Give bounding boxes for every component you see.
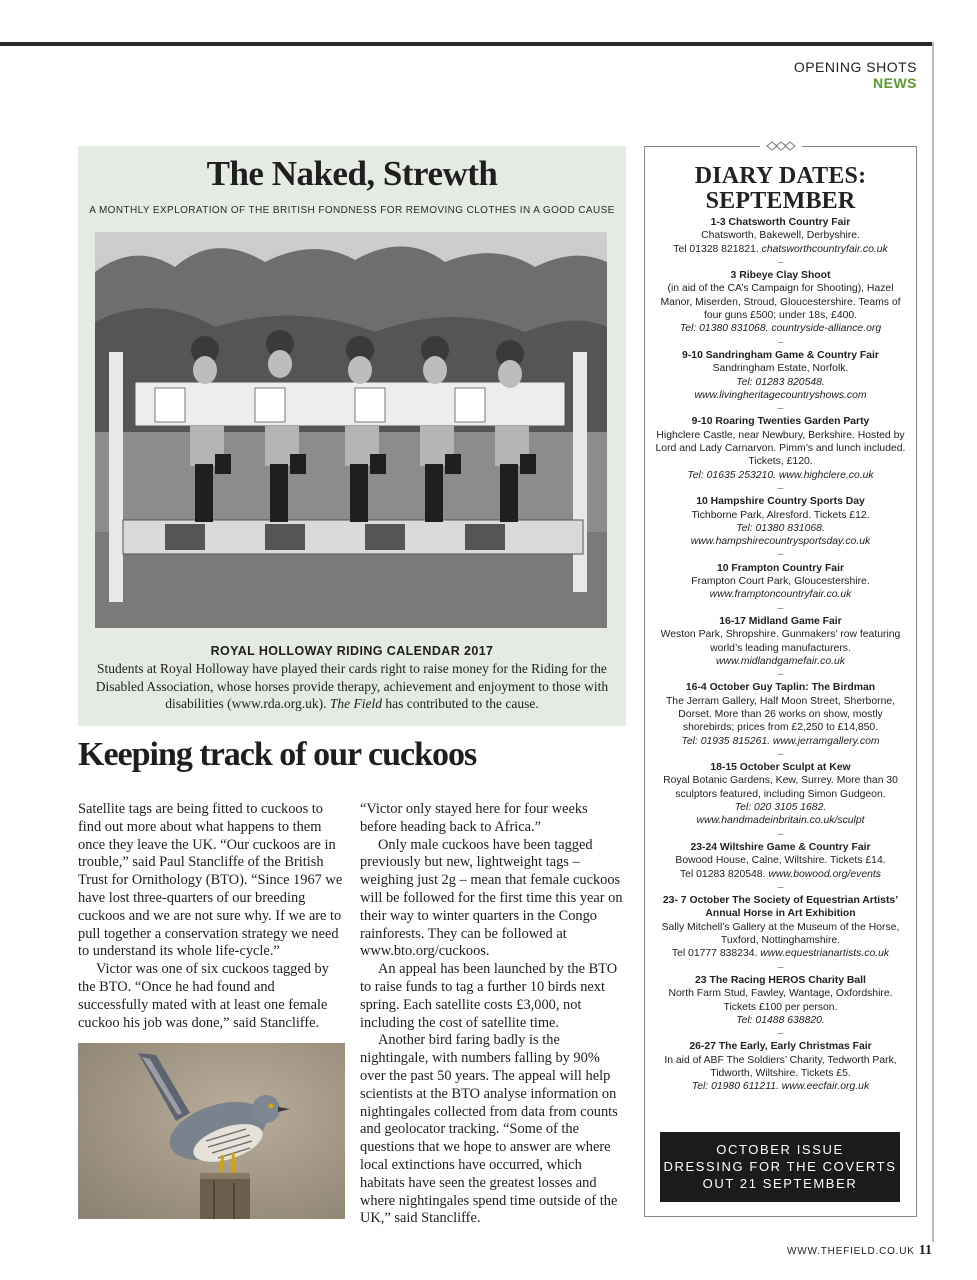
event-separator: – (777, 828, 784, 840)
event-name: 16-4 October Guy Taplin: The Birdman (685, 682, 876, 694)
event-link[interactable]: Tel: 01635 253210. www.highclere.co.uk (687, 469, 874, 481)
event-link[interactable]: Tel: 01283 820548. www.livingheritagecountryshows.com (694, 376, 867, 401)
section-name: OPENING SHOTS (793, 59, 917, 75)
diary-event (652, 894, 909, 974)
article-paragraph: Only male cuckoos have been tagged previously but new, lightweight tags – weighing just 2g – mean that female cuckoos will be followed for the first time this year on their way to winter quarters in the Congo rainforests. They can be followed at www.bto.org/cuckoos. (360, 836, 623, 960)
event-contact (652, 322, 909, 335)
event-separator: – (777, 403, 784, 415)
event-contact (652, 1080, 909, 1093)
event-separator: – (777, 669, 784, 681)
event-details: Sandringham Estate, Norfolk. (712, 363, 849, 375)
event-link[interactable]: www.midlandgamefair.co.uk (716, 655, 845, 667)
promo-line-3: OUT 21 SEPTEMBER (702, 1176, 858, 1191)
event-separator: – (777, 748, 784, 760)
top-rule (0, 42, 934, 46)
article-paragraph: Another bird faring badly is the nightingale, with numbers falling by 90% over the past 50 years. The appeal will help scientists at the BTO analyse information on nightingales collected from data from counts and geolocator tracking. “Some of the questions that we hope to answer are where local extinctions have occurred, which habitats have seen the greatest losses and where nightingales spend time outside of the UK,” said Stancliffe. (360, 1032, 618, 1227)
event-details: Highclere Castle, near Newbury, Berkshire. Hosted by Lord and Lady Carnarvon. Pimm’s and lunch included. Tickets, £120. (655, 429, 906, 468)
promo-line-1: OCTOBER ISSUE (716, 1142, 844, 1157)
event-details: (in aid of the CA’s Campaign for Shooting), Hazel Manor, Miserden, Stroud, Gloucestershire. Teams of four guns £500; under 18s, £400. (660, 283, 901, 322)
event-separator: – (777, 336, 784, 348)
event-separator: – (777, 602, 784, 614)
feature-caption-part2: has contributed to the cause. (382, 696, 539, 711)
feature-caption-part1: Students at Royal Holloway have played their cards right to raise money for the Riding for the Disabled Association, whose horses provide therapy, achievement and enjoyment to those with disabilities (www.rda.org.uk). (95, 661, 609, 711)
event-contact (652, 522, 909, 549)
feature-subtitle: A MONTHLY EXPLORATION OF THE BRITISH FONDNESS FOR REMOVING CLOTHES IN A GOOD CAUSE (89, 205, 615, 216)
page-footer (787, 1243, 932, 1259)
section-label (794, 59, 917, 91)
event-name: 23-24 Wiltshire Game & Country Fair (690, 841, 871, 853)
article-column-2 (360, 801, 626, 1228)
event-contact (652, 1014, 909, 1027)
event-link[interactable]: www.framptoncountryfair.co.uk (709, 589, 852, 601)
event-details: Bowood House, Calne, Wiltshire. Tickets £14. (675, 855, 886, 867)
diary-event-list (652, 216, 909, 1094)
event-link[interactable]: Tel: 01980 611211. www.eecfair.org.uk (691, 1081, 870, 1093)
page-edge-rule (932, 42, 934, 1242)
event-contact (652, 655, 909, 668)
event-link[interactable]: Tel: 01935 815261. www.jerramgallery.com (681, 735, 880, 747)
event-name: 18-15 October Sculpt at Kew (710, 762, 851, 774)
event-contact (652, 801, 909, 828)
event-name: 26-27 The Early, Early Christmas Fair (689, 1041, 872, 1053)
event-details: Tichborne Park, Alresford. Tickets £12. (691, 509, 870, 521)
event-contact (652, 243, 909, 256)
event-details: Sally Mitchell’s Gallery at the Museum of the Horse, Tuxford, Nottinghamshire. (661, 921, 900, 947)
diary-event (652, 562, 909, 615)
footer-site-link[interactable]: WWW.THEFIELD.CO.UK (787, 1246, 915, 1257)
diary-title-line-1: DIARY DATES: (694, 163, 867, 189)
page-number: 11 (918, 1243, 932, 1258)
event-link[interactable]: www.bowood.org/events (768, 868, 882, 880)
article-paragraph: “Victor only stayed here for four weeks before heading back to Africa.” (360, 801, 588, 835)
event-contact (652, 947, 909, 960)
event-phone: Tel 01283 820548. (679, 868, 769, 880)
event-link[interactable]: Tel: 01488 638820. (736, 1014, 825, 1026)
event-phone: Tel 01777 838234. (671, 948, 761, 960)
diary-event (652, 761, 909, 841)
diary-event (652, 269, 909, 349)
diary-event (652, 349, 909, 415)
diary-title (644, 164, 917, 214)
diary-title-line-2: SEPTEMBER (705, 188, 856, 214)
event-details: Weston Park, Shropshire. Gunmakers’ row featuring world’s leading manufacturers. (660, 629, 901, 654)
diary-event (652, 681, 909, 761)
event-contact (652, 868, 909, 881)
diary-event (652, 615, 909, 681)
event-name: 1-3 Chatsworth Country Fair (710, 217, 851, 228)
article-headline: Keeping track of our cuckoos (78, 736, 477, 773)
diary-event (652, 216, 909, 269)
feature-caption-magazine: The Field (329, 696, 383, 711)
event-details: Royal Botanic Gardens, Kew, Surrey. More than 30 sculptors featured, including Simon Gudgeon. (663, 775, 898, 800)
diary-event (652, 841, 909, 894)
event-separator: – (777, 549, 784, 561)
feature-title: The Naked, Strewth (206, 154, 498, 193)
event-link[interactable]: Tel: 01380 831068. www.hampshirecountrysportsday.co.uk (690, 522, 871, 548)
event-details: The Jerram Gallery, Half Moon Street, Sherborne, Dorset. More than 26 works on show, mostly shorebirds; prices from £2,250 to £14,850. (665, 695, 896, 734)
event-name: 9-10 Roaring Twenties Garden Party (691, 416, 870, 428)
cuckoo-photo-graphic (78, 1043, 345, 1219)
event-name: 3 Ribeye Clay Shoot (730, 270, 831, 282)
article-paragraph: Satellite tags are being fitted to cuckoos to find out more about what happens to them once they leave the UK. “Our cuckoos are in trouble,” said Paul Stancliffe of the British Trust for Ornithology (BTO). “Since 1967 we have lost three-quarters of our breeding cuckoos and we are not sure why. If we are to pull together a conservation strategy we need to understand its whole life-cycle.” (78, 801, 343, 960)
event-name: 16-17 Midland Game Fair (719, 615, 842, 627)
cuckoo-on-post-photo (78, 1043, 345, 1219)
feature-caption-title: ROYAL HOLLOWAY RIDING CALENDAR 2017 (210, 644, 494, 658)
diary-ornament (760, 139, 802, 153)
event-separator: – (777, 881, 784, 893)
promo-line-2: DRESSING FOR THE COVERTS (663, 1159, 897, 1174)
diary-event (652, 1040, 909, 1093)
event-separator: – (777, 1028, 784, 1040)
next-issue-promo (660, 1132, 900, 1202)
diamond-ornament-icon (760, 139, 802, 153)
article-paragraph: Victor was one of six cuckoos tagged by the BTO. “Once he had found and successfully mated with at least one female cuckoo his job was done,” said Stancliffe. (78, 961, 329, 1031)
subsection-name: NEWS (873, 75, 917, 91)
event-details: North Farm Stud, Fawley, Wantage, Oxfordshire. Tickets £100 per person. (668, 988, 893, 1013)
article-paragraph: An appeal has been launched by the BTO to raise funds to tag a further 10 birds next spring. Each satellite costs £3,000, not including the cost of satellite time. (360, 961, 618, 1031)
event-link[interactable]: Tel: 020 3105 1682. www.handmadeinbritain.co.uk/sculpt (696, 802, 865, 827)
diary-event (652, 415, 909, 495)
event-details: Chatsworth, Bakewell, Derbyshire. (701, 230, 860, 242)
event-name: 23 The Racing HEROS Charity Ball (695, 974, 866, 986)
feature-caption (88, 660, 616, 713)
event-contact (652, 588, 909, 601)
event-details: Frampton Court Park, Gloucestershire. (691, 576, 870, 588)
event-details: In aid of ABF The Soldiers’ Charity, Tedworth Park, Tidworth, Wiltshire. Tickets £5. (664, 1054, 897, 1079)
event-link[interactable]: www.equestrianartists.co.uk (760, 948, 890, 960)
event-separator: – (777, 256, 784, 268)
event-name: 10 Hampshire Country Sports Day (696, 496, 865, 508)
riders-photo-graphic (95, 232, 607, 628)
riders-on-jump-photo (95, 232, 607, 628)
event-separator: – (777, 961, 784, 973)
event-separator: – (777, 482, 784, 494)
article-column-1 (78, 801, 348, 1032)
diary-event (652, 974, 909, 1040)
event-link[interactable]: chatsworthcountryfair.co.uk (761, 243, 888, 255)
event-contact (652, 735, 909, 748)
event-phone: Tel 01328 821821. (673, 243, 762, 255)
event-name: 10 Frampton Country Fair (716, 562, 844, 574)
event-link[interactable]: Tel: 01380 831068. countryside-alliance.org (679, 323, 882, 335)
event-contact (652, 469, 909, 482)
diary-event (652, 495, 909, 561)
event-name: 23- 7 October The Society of Equestrian Artists’ Annual Horse in Art Exhibition (662, 895, 899, 920)
event-contact (652, 376, 909, 403)
event-name: 9-10 Sandringham Game & Country Fair (682, 349, 879, 361)
